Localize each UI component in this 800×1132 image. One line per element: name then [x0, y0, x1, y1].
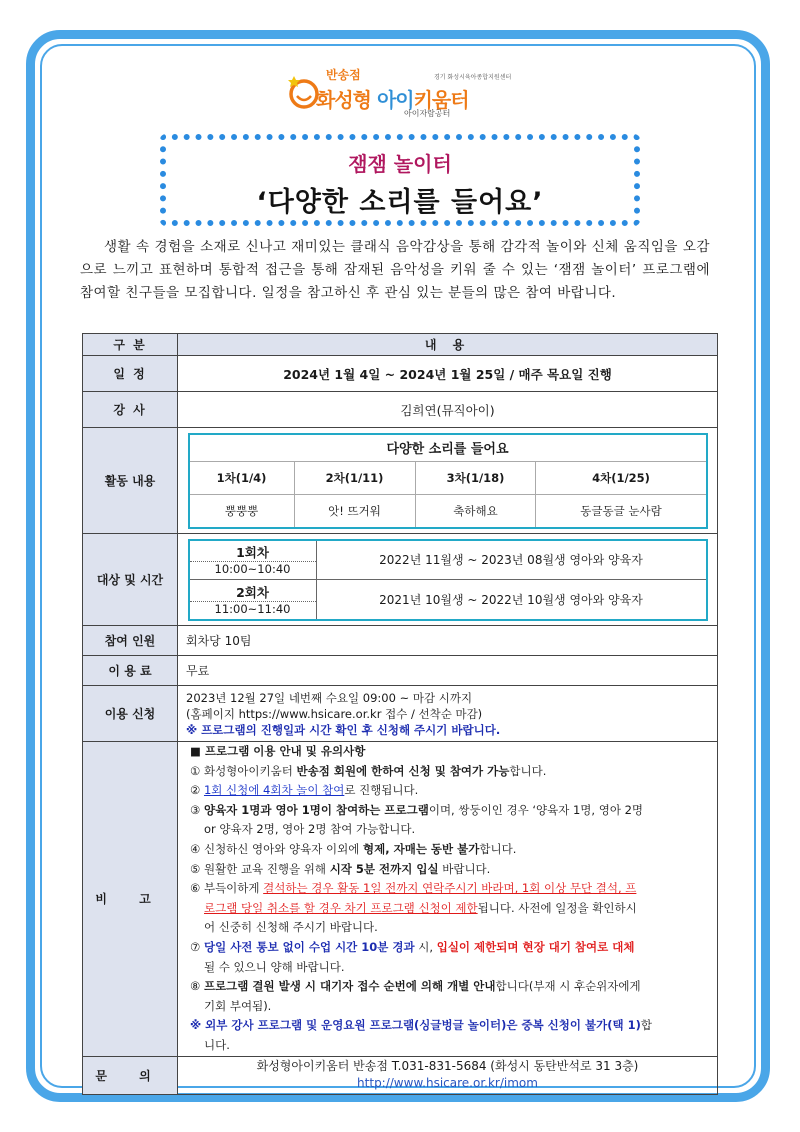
logo-branch: 반송점	[326, 68, 361, 82]
note-6: ⑥ 부득이하게 결석하는 경우 활동 1일 전까지 연락주시기 바라며, 1회 이상 무단 결석, 프	[190, 881, 637, 896]
capacity-row	[83, 626, 718, 656]
slot-1-target: 2022년 11월생 ~ 2023년 08월생 영아와 양육자	[316, 540, 707, 580]
title-box	[160, 134, 640, 226]
apply-date: 2023년 12월 27일 네번째 수요일 09:00 ~ 마감 시까지	[186, 690, 473, 705]
apply-notice: ※ 프로그램의 진행일과 시간 확인 후 신청해 주시기 바랍니다.	[186, 722, 501, 737]
notes-heading: ■ 프로그램 이용 안내 및 유의사항	[190, 744, 366, 758]
title-small: 잼잼 놀이터	[348, 152, 452, 176]
table-header-row	[83, 334, 718, 356]
schedule-row	[83, 356, 718, 392]
header-label: 구 분	[83, 334, 178, 356]
contact-info: 화성형아이키움터 반송점 T.031-831-5684 (화성시 동탄반석로 31 3층)	[256, 1059, 639, 1073]
session-topic: 앗! 뜨거워	[294, 494, 415, 528]
logo-name: 화성형 아이키움터	[316, 88, 469, 112]
note-3-cont: or 양육자 2명, 영아 2명 참여 가능합니다.	[204, 822, 416, 837]
time-table	[188, 539, 708, 621]
target-cell	[178, 534, 718, 626]
activity-label: 활동 내용	[83, 428, 178, 534]
instructor-label: 강 사	[83, 392, 178, 428]
note-5: ⑤ 원활한 교육 진행을 위해 시작 5분 전까지 입실 바랍니다.	[190, 861, 491, 876]
instructor-value: 김희연(뮤직아이)	[178, 392, 718, 428]
notes-row	[83, 742, 718, 1057]
note-6-cont2: 어 신중히 신청해 주시기 바랍니다.	[204, 920, 378, 935]
note-4: ④ 신청하신 영아와 양육자 이외에 형제, 자매는 동반 불가합니다.	[190, 841, 517, 856]
fee-label: 이 용 료	[83, 656, 178, 686]
session-topic: 뿡뿡뿡	[189, 494, 295, 528]
apply-cell	[178, 686, 718, 742]
logo-org: 경기 화성시육아종합지원센터	[434, 74, 512, 81]
capacity-value: 회차당 10팀	[178, 626, 718, 656]
info-table	[82, 333, 718, 1095]
contact-row	[83, 1056, 718, 1094]
logo-tagline: 아이자람공터	[404, 109, 451, 118]
note-7-cont: 될 수 있으니 양해 바랍니다.	[204, 959, 345, 974]
contact-label: 문 의	[83, 1056, 178, 1094]
contact-url[interactable]: http://www.hsicare.or.kr/imom	[357, 1076, 538, 1090]
note-6-cont: 로그램 당일 취소를 할 경우 차기 프로그램 신청이 제한됩니다. 사전에 일정을 확인하시	[204, 900, 637, 915]
title-main: ‘다양한 소리를 들어요’	[256, 187, 544, 218]
schedule-value: 2024년 1월 4일 ~ 2024년 1월 25일 / 매주 목요일 진행	[178, 356, 718, 392]
activity-table	[188, 433, 708, 529]
note-9-cont: 니다.	[204, 1037, 230, 1052]
fee-row	[83, 656, 718, 686]
schedule-label: 일 정	[83, 356, 178, 392]
note-7: ⑦ 당일 사전 통보 없이 수업 시간 10분 경과 시, 입실이 제한되며 현장 대기 참여로 대체	[190, 939, 635, 954]
session-round: 4차(1/25)	[536, 461, 707, 494]
note-2: ② 1회 신청에 4회차 놀이 참여로 진행됩니다.	[190, 783, 419, 798]
fee-value: 무료	[178, 656, 718, 686]
note-3: ③ 양육자 1명과 영아 1명이 참여하는 프로그램이며, 쌍둥이인 경우 ‘양육자 1명, 영아 2명	[190, 802, 644, 817]
target-label: 대상 및 시간	[83, 534, 178, 626]
note-9: ※ 외부 강사 프로그램 및 운영요원 프로그램(싱글벙글 놀이터)은 중복 신청이 불가(택 1)합	[190, 1018, 652, 1033]
intro-paragraph: 생활 속 경험을 소재로 신나고 재미있는 클래식 음악감상을 통해 감각적 놀이와 신체 움직임을 오감으로 느끼고 표현하며 통합적 접근을 통해 잠재된 음악성을 키워 줄 수 있는 ‘잼잼 놀이터’ 프로그램에 참여할 친구들을 모집합니다. 일정을 참고하신 후 관심 있는 분들의 많은 참여 바랍니다.	[80, 239, 710, 301]
header-content: 내 용	[178, 334, 718, 356]
logo	[286, 66, 546, 122]
activity-cell	[178, 428, 718, 534]
target-row	[83, 534, 718, 626]
session-round: 3차(1/18)	[415, 461, 536, 494]
activity-row	[83, 428, 718, 534]
contact-cell	[178, 1056, 718, 1094]
slot-2-target: 2021년 10월생 ~ 2022년 10월생 영아와 양육자	[316, 580, 707, 620]
apply-method: (홈페이지 https://www.hsicare.or.kr 접수 / 선착순 마감)	[186, 706, 483, 721]
note-8-cont: 기회 부여됨).	[204, 998, 272, 1013]
slot-2: 2회차 11:00~11:40	[189, 580, 317, 620]
instructor-row	[83, 392, 718, 428]
note-1: ① 화성형아이키움터 반송점 회원에 한하여 신청 및 참여가 가능합니다.	[190, 763, 547, 778]
notes-label: 비 고	[83, 742, 178, 1057]
note-8: ⑧ 프로그램 결원 발생 시 대기자 접수 순번에 의해 개별 안내합니다(부재 시 후순위자에게	[190, 979, 641, 994]
session-topic: 축하해요	[415, 494, 536, 528]
apply-label: 이용 신청	[83, 686, 178, 742]
activity-title: 다양한 소리를 들어요	[189, 434, 707, 462]
session-round: 1차(1/4)	[189, 461, 295, 494]
capacity-label: 참여 인원	[83, 626, 178, 656]
apply-row	[83, 686, 718, 742]
session-round: 2차(1/11)	[294, 461, 415, 494]
slot-1: 1회차 10:00~10:40	[189, 540, 317, 580]
notes-cell	[178, 742, 718, 1057]
session-topic: 동글동글 눈사람	[536, 494, 707, 528]
